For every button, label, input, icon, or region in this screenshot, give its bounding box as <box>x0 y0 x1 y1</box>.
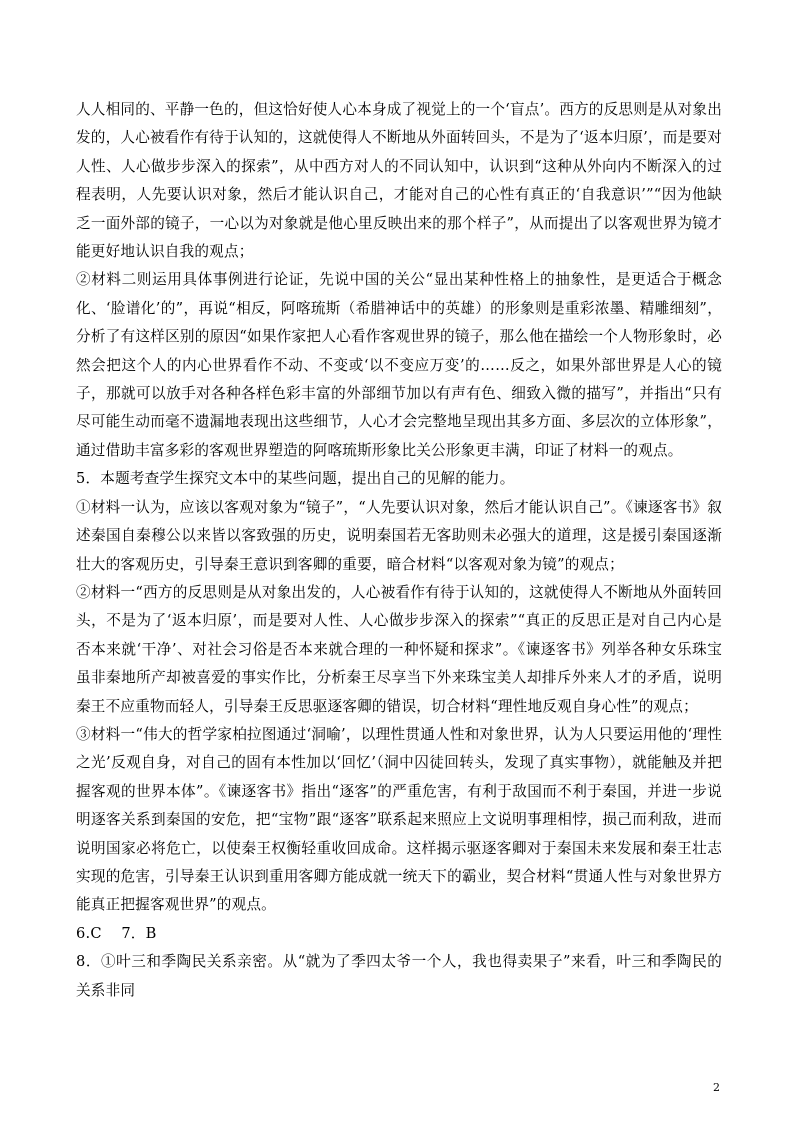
question-8-start: 8．①叶三和季陶民关系亲密。从“就为了季四太爷一个人，我也得卖果子”来看，叶三和季陶民的关系非同 <box>76 953 722 999</box>
question-5-point-3: ③材料一“伟大的哲学家柏拉图通过‘洞喻’，以理性贯通人性和对象世界，认为人只要运用他的‘理性之光’反观自身，对自己的固有本性加以‘回忆’（洞中囚徒回转头，发现了真实事物），就能触及并把握客观的世界本体”。《谏逐客书》指出“逐客”的严重危害，有利于敌国而不利于秦国，并进一步说明逐客关系到秦国的安危，把“宝物”跟“逐客”联系起来照应上文说明事理相悖，损己而利敌，进而说明国家必将危亡，以使秦王权衡轻重收回成命。这样揭示驱逐客卿对于秦国未来发展和秦王壮志实现的危害，引导秦王认识到重用客卿方能成就一统天下的霸业，契合材料“贯通人性与对象世界方能真正把握客观世界”的观点。 <box>76 725 722 914</box>
question-5-point-1: ①材料一认为，应该以客观对象为“镜子”，“人先要认识对象，然后才能认识自己”。《谏逐客书》叙述秦国自秦穆公以来皆以客致强的历史，说明秦国若无客助则未必强大的道理，这是援引秦国逐渐壮大的客观历史，引导秦王意识到客卿的重要，暗合材料“以客观对象为镜”的观点； <box>76 498 722 573</box>
document-body <box>76 96 722 1005</box>
answers-6-7: 6.C 7．B <box>76 924 157 942</box>
paragraph-1: 人人相同的、平静一色的，但这恰好使人心本身成了视觉上的一个‘盲点’。西方的反思则是从对象出发的，人心被看作有待于认知的，这就使得人不断地从外面转回头，不是为了‘返本归原’，而是要对人性、人心做步步深入的探索”，从中西方对人的不同认知中，认识到“这种从外向内不断深入的过程表明，人先要认识对象，然后才能认识自己，才能对自己的心性有真正的‘自我意识’”“因为他缺乏一面外部的镜子，一心以为对象就是他心里反映出来的那个样子”，从而提出了以客观世界为镜才能更好地认识自我的观点； <box>76 101 722 261</box>
question-5-intro: 5．本题考查学生探究文本中的某些问题，提出自己的见解的能力。 <box>76 470 515 488</box>
question-5-point-2: ②材料一“西方的反思则是从对象出发的，人心被看作有待于认知的，这就使得人不断地从外面转回头，不是为了‘返本归原’，而是要对人性、人心做步步深入的探索”“真正的反思正是对自己内心是否本来就‘干净’、对社会习俗是否本来就合理的一种怀疑和探求”。《谏逐客书》列举各种女乐珠宝虽非秦地所产却被喜爱的事实作比，分析秦王尽享当下外来珠宝美人却排斥外来人才的矛盾，说明秦王不应重物而轻人，引导秦王反思驱逐客卿的错误，切合材料“理性地反观自身心性”的观点； <box>76 583 722 715</box>
paragraph-2: ②材料二则运用具体事例进行论证，先说中国的关公“显出某种性格上的抽象性，是更适合于概念化、‘脸谱化’的”，再说“相反，阿喀琉斯（希腊神话中的英雄）的形象则是重彩浓墨、精雕细刻”，分析了有这样区别的原因“如果作家把人心看作客观世界的镜子，那么他在描绘一个人物形象时，必然会把这个人的内心世界看作不动、不变或‘以不变应万变’的……反之，如果外部世界是人心的镜子，那就可以放手对各种各样色彩丰富的外部细节加以有声有色、细致入微的描写”，并指出“只有尽可能生动而毫不遗漏地表现出这些细节，人心才会完整地呈现出其多方面、多层次的立体形象”，通过借助丰富多彩的客观世界塑造的阿喀琉斯形象比关公形象更丰满，印证了材料一的观点。 <box>76 271 722 459</box>
page-number: 2 <box>713 1081 720 1094</box>
